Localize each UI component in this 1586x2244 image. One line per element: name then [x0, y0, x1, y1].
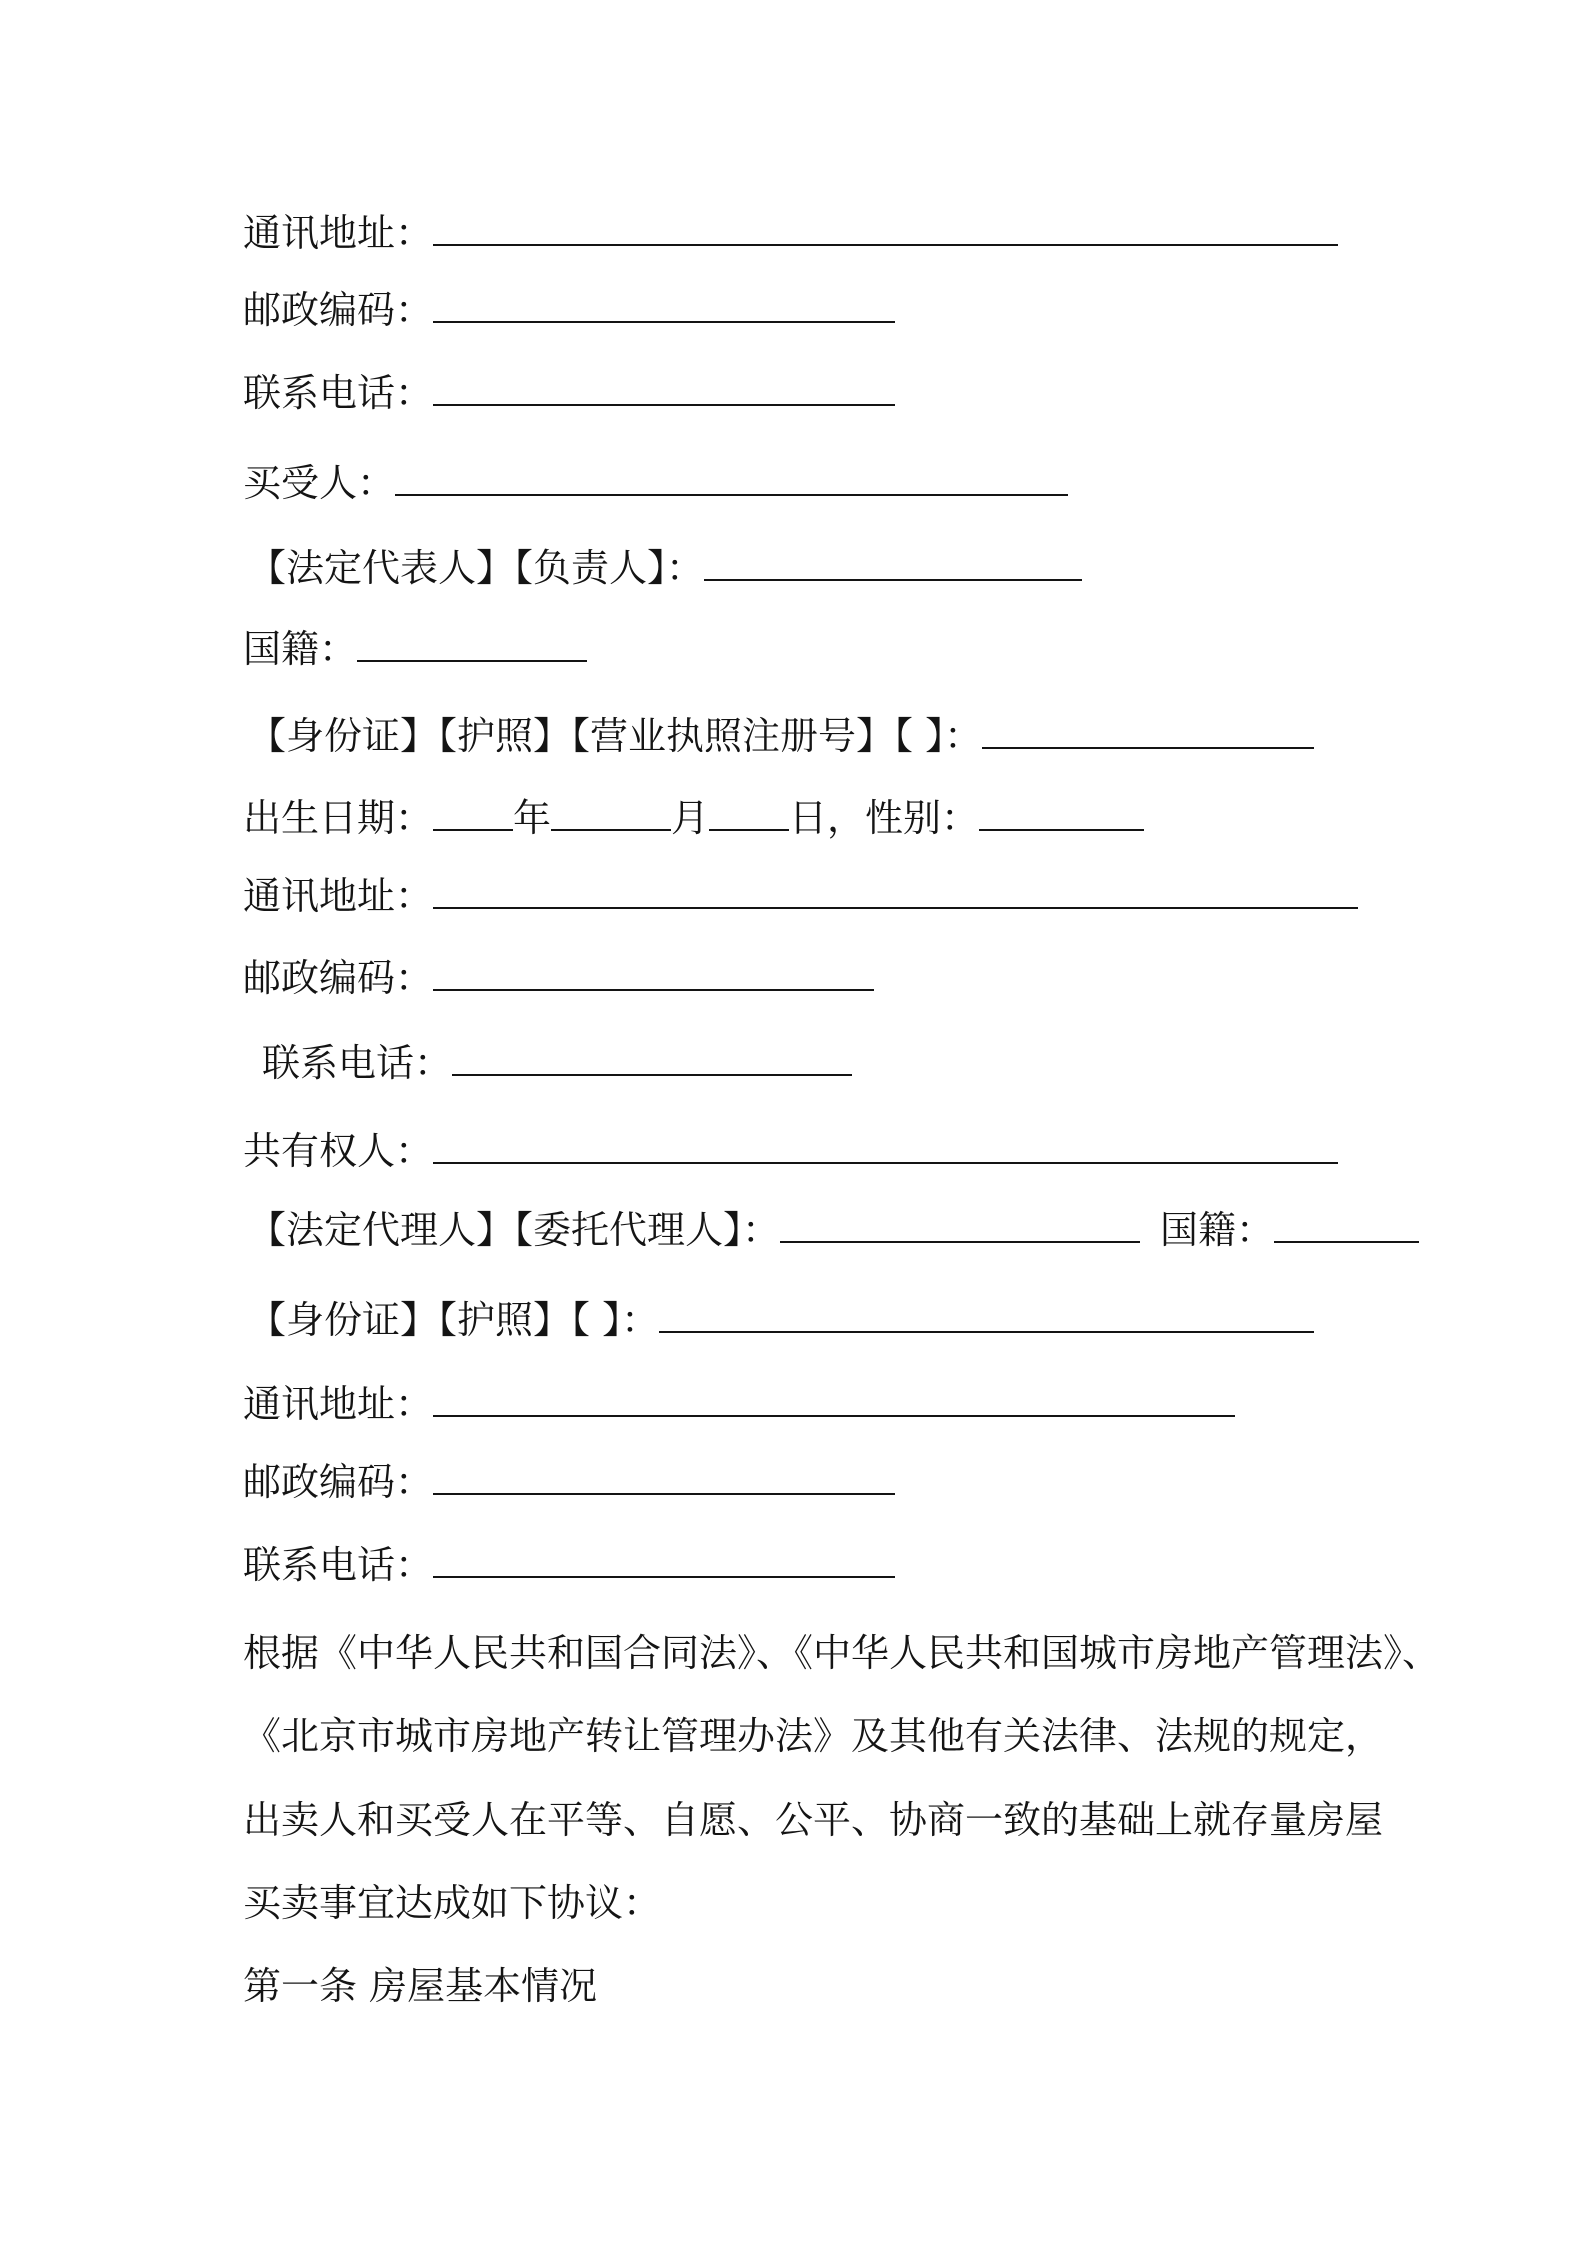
- buyer-name-field[interactable]: [395, 462, 1068, 496]
- co-owner-phone-field[interactable]: [433, 1544, 895, 1578]
- buyer-postcode-field[interactable]: [433, 957, 874, 991]
- buyer-phone-field[interactable]: [452, 1042, 852, 1076]
- preamble-line-3: 出卖人和买受人在平等、自愿、公平、协商一致的基础上就存量房屋: [243, 1798, 1384, 1842]
- buyer-birth-row: [243, 795, 1144, 841]
- seller-phone-field[interactable]: [433, 372, 895, 406]
- buyer-id-label: 【身份证】【护照】【营业执照注册号】【 】：: [248, 714, 983, 758]
- co-owner-address-field[interactable]: [433, 1383, 1235, 1417]
- buyer-address-field[interactable]: [433, 875, 1358, 909]
- gender-field[interactable]: [979, 797, 1144, 831]
- co-owner-nationality-label: 国籍：: [1160, 1208, 1275, 1252]
- co-owner-postcode-label: 邮政编码：: [243, 1460, 434, 1504]
- co-owner-phone-label: 联系电话：: [243, 1543, 434, 1587]
- co-owner-row: [243, 1128, 1338, 1174]
- buyer-id-field[interactable]: [982, 715, 1314, 749]
- buyer-phone-label: 联系电话：: [262, 1041, 453, 1085]
- buyer-representative-field[interactable]: [704, 547, 1082, 581]
- birth-month-field[interactable]: [551, 797, 671, 831]
- co-owner-agent-label: 【法定代理人】【委托代理人】：: [248, 1208, 781, 1252]
- buyer-row: [243, 460, 1068, 506]
- buyer-postcode-label: 邮政编码：: [243, 956, 434, 1000]
- co-owner-phone-row: [243, 1542, 895, 1588]
- seller-postcode-label: 邮政编码：: [243, 288, 434, 332]
- buyer-representative-row: [248, 545, 1082, 591]
- seller-address-field[interactable]: [433, 212, 1338, 246]
- co-owner-agent-field[interactable]: [780, 1209, 1140, 1243]
- seller-phone-label: 联系电话：: [243, 371, 434, 415]
- buyer-nationality-row: [243, 626, 587, 672]
- birth-year-field[interactable]: [433, 797, 513, 831]
- buyer-nationality-field[interactable]: [357, 628, 587, 662]
- preamble-line-4: 买卖事宜达成如下协议：: [243, 1881, 662, 1925]
- seller-postcode-field[interactable]: [433, 289, 895, 323]
- buyer-address-row: [243, 873, 1358, 919]
- day-gender-label: 日，性别：: [789, 796, 980, 840]
- buyer-label: 买受人：: [243, 461, 396, 505]
- seller-address-label: 通讯地址：: [243, 211, 434, 255]
- co-owner-id-row: [248, 1297, 1314, 1343]
- preamble-line-2: 《北京市城市房地产转让管理办法》及其他有关法律、法规的规定，: [243, 1714, 1384, 1758]
- buyer-phone-row: [262, 1040, 852, 1086]
- buyer-id-row: [248, 713, 1314, 759]
- buyer-birth-label: 出生日期：: [243, 796, 434, 840]
- article-1-title: 第一条 房屋基本情况: [243, 1964, 598, 2008]
- co-owner-nationality-field[interactable]: [1274, 1209, 1419, 1243]
- seller-address-row: [243, 210, 1338, 256]
- seller-postcode-row: [243, 287, 895, 333]
- buyer-postcode-row: [243, 955, 874, 1001]
- co-owner-postcode-row: [243, 1459, 895, 1505]
- buyer-nationality-label: 国籍：: [243, 627, 358, 671]
- co-owner-address-row: [243, 1381, 1235, 1427]
- buyer-representative-label: 【法定代表人】【负责人】：: [248, 546, 705, 590]
- buyer-address-label: 通讯地址：: [243, 874, 434, 918]
- co-owner-label: 共有权人：: [243, 1129, 434, 1173]
- seller-phone-row: [243, 370, 895, 416]
- co-owner-address-label: 通讯地址：: [243, 1382, 434, 1426]
- co-owner-agent-row: [248, 1207, 1419, 1253]
- birth-day-field[interactable]: [709, 797, 789, 831]
- co-owner-id-label: 【身份证】【护照】【 】：: [248, 1298, 660, 1342]
- month-label: 月: [671, 796, 710, 840]
- year-label: 年: [513, 796, 552, 840]
- preamble-line-1: 根据《中华人民共和国合同法》、《中华人民共和国城市房地产管理法》、: [243, 1631, 1441, 1675]
- co-owner-id-field[interactable]: [659, 1299, 1314, 1333]
- co-owner-field[interactable]: [433, 1130, 1338, 1164]
- co-owner-postcode-field[interactable]: [433, 1461, 895, 1495]
